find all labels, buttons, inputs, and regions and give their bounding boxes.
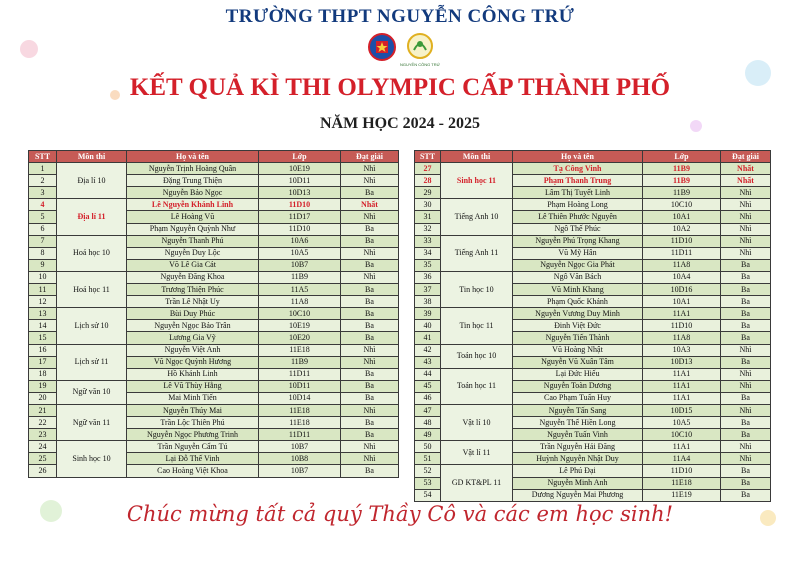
class-cell: 10B7	[259, 259, 341, 271]
subject-cell: Hoá học 11	[57, 271, 127, 307]
student-name-cell: Trương Thiện Phúc	[127, 284, 259, 296]
subject-cell: Tin học 10	[441, 271, 513, 307]
stt-cell: 21	[29, 404, 57, 416]
stt-cell: 48	[415, 417, 441, 429]
class-cell: 11A1	[643, 308, 721, 320]
award-cell: Nhì	[721, 344, 771, 356]
column-header-subject: Môn thi	[57, 151, 127, 163]
student-name-cell: Nguyễn Ngọc Gia Phát	[513, 259, 643, 271]
student-name-cell: Nguyễn Bảo Ngọc	[127, 187, 259, 199]
student-name-cell: Lê Hoàng Vũ	[127, 211, 259, 223]
class-cell: 11A1	[643, 368, 721, 380]
column-header-class: Lớp	[259, 151, 341, 163]
class-cell: 10B7	[259, 465, 341, 477]
award-cell: Ba	[341, 392, 399, 404]
subject-cell: Vật lí 11	[441, 441, 513, 465]
table-row	[415, 441, 771, 453]
student-name-cell: Nguyễn Thanh Phú	[127, 235, 259, 247]
award-cell: Nhì	[721, 187, 771, 199]
class-cell: 11D10	[259, 199, 341, 211]
class-cell: 11A4	[643, 453, 721, 465]
award-cell: Nhì	[341, 344, 399, 356]
student-name-cell: Nguyễn Trịnh Hoàng Quân	[127, 163, 259, 175]
class-cell: 10D16	[643, 284, 721, 296]
stt-cell: 5	[29, 211, 57, 223]
award-cell: Nhì	[721, 380, 771, 392]
stt-cell: 47	[415, 404, 441, 416]
award-cell: Nhất	[721, 163, 771, 175]
class-cell: 11D11	[643, 247, 721, 259]
class-cell: 11D10	[643, 235, 721, 247]
student-name-cell: Nguyễn Vũ Xuân Tâm	[513, 356, 643, 368]
table-row	[29, 199, 399, 211]
subject-cell: GD KT&PL 11	[441, 465, 513, 501]
class-cell: 10D15	[643, 404, 721, 416]
subject-cell: Ngữ văn 10	[57, 380, 127, 404]
class-cell: 10C10	[259, 308, 341, 320]
subject-cell: Tin học 11	[441, 308, 513, 344]
award-cell: Ba	[341, 296, 399, 308]
column-header-class: Lớp	[643, 151, 721, 163]
class-cell: 10D11	[259, 380, 341, 392]
award-cell: Ba	[721, 332, 771, 344]
youth-union-logo-icon	[367, 32, 397, 64]
class-cell: 10A4	[643, 271, 721, 283]
stt-cell: 43	[415, 356, 441, 368]
subject-cell: Địa lí 11	[57, 199, 127, 235]
student-name-cell: Phạm Hoàng Long	[513, 199, 643, 211]
table-row	[29, 235, 399, 247]
award-cell: Ba	[341, 235, 399, 247]
student-name-cell: Vũ Ngọc Quỳnh Hương	[127, 356, 259, 368]
stt-cell: 44	[415, 368, 441, 380]
student-name-cell: Ngô Văn Bách	[513, 271, 643, 283]
student-name-cell: Nguyễn Minh Anh	[513, 477, 643, 489]
student-name-cell: Đặng Trung Thiện	[127, 175, 259, 187]
stt-cell: 20	[29, 392, 57, 404]
page-title: KẾT QUẢ KÌ THI OLYMPIC CẤP THÀNH PHỐ	[129, 74, 671, 101]
column-header-stt: STT	[29, 151, 57, 163]
student-name-cell: Vũ Hoàng Nhật	[513, 344, 643, 356]
class-cell: 11E18	[259, 404, 341, 416]
stt-cell: 54	[415, 489, 441, 501]
subject-cell: Lịch sử 10	[57, 308, 127, 344]
class-cell: 11E19	[643, 489, 721, 501]
stt-cell: 14	[29, 320, 57, 332]
student-name-cell: Bùi Duy Phúc	[127, 308, 259, 320]
results-table-right	[414, 150, 771, 502]
award-cell: Nhì	[721, 223, 771, 235]
award-cell: Ba	[721, 392, 771, 404]
student-name-cell: Lê Phú Đại	[513, 465, 643, 477]
stt-cell: 11	[29, 284, 57, 296]
award-cell: Ba	[721, 417, 771, 429]
table-row	[29, 271, 399, 283]
award-cell: Ba	[341, 417, 399, 429]
student-name-cell: Lê Thiên Phước Nguyên	[513, 211, 643, 223]
stt-cell: 32	[415, 223, 441, 235]
table-row	[415, 404, 771, 416]
award-cell: Ba	[341, 259, 399, 271]
student-name-cell: Nguyễn Ngọc Phương Trinh	[127, 429, 259, 441]
stt-cell: 27	[415, 163, 441, 175]
class-cell: 11B9	[259, 356, 341, 368]
award-cell: Ba	[721, 271, 771, 283]
column-header-award: Đạt giải	[721, 151, 771, 163]
award-cell: Ba	[721, 259, 771, 271]
table-row	[415, 344, 771, 356]
subject-cell: Ngữ văn 11	[57, 404, 127, 440]
table-row	[415, 308, 771, 320]
stt-cell: 8	[29, 247, 57, 259]
class-cell: 11D10	[643, 465, 721, 477]
header	[0, 0, 800, 150]
class-cell: 11B9	[643, 175, 721, 187]
award-cell: Ba	[341, 187, 399, 199]
student-name-cell: Lại Đỗ Thế Vinh	[127, 453, 259, 465]
stt-cell: 45	[415, 380, 441, 392]
student-name-cell: Mai Minh Tiến	[127, 392, 259, 404]
class-cell: 10A1	[643, 211, 721, 223]
stt-cell: 2	[29, 175, 57, 187]
table-row	[415, 271, 771, 283]
award-cell: Ba	[721, 356, 771, 368]
subject-cell: Vật lí 10	[441, 404, 513, 440]
student-name-cell: Cao Hoàng Việt Khoa	[127, 465, 259, 477]
student-name-cell: Ngô Thế Phúc	[513, 223, 643, 235]
award-cell: Ba	[721, 284, 771, 296]
student-name-cell: Phạm Thanh Trung	[513, 175, 643, 187]
table-row	[415, 163, 771, 175]
award-cell: Ba	[341, 332, 399, 344]
stt-cell: 49	[415, 429, 441, 441]
class-cell: 11A8	[259, 296, 341, 308]
student-name-cell: Vũ Mỹ Hân	[513, 247, 643, 259]
award-cell: Ba	[341, 368, 399, 380]
student-name-cell: Nguyễn Duy Lộc	[127, 247, 259, 259]
award-cell: Ba	[721, 296, 771, 308]
award-cell: Nhì	[341, 404, 399, 416]
class-cell: 11D11	[259, 429, 341, 441]
student-name-cell: Nguyễn Tuấn Vinh	[513, 429, 643, 441]
stt-cell: 37	[415, 284, 441, 296]
class-cell: 11A1	[643, 392, 721, 404]
stt-cell: 34	[415, 247, 441, 259]
award-cell: Nhì	[341, 356, 399, 368]
table-row	[415, 199, 771, 211]
award-cell: Ba	[721, 429, 771, 441]
class-cell: 11B9	[643, 163, 721, 175]
class-cell: 11A5	[259, 284, 341, 296]
award-cell: Ba	[341, 320, 399, 332]
student-name-cell: Nguyễn Tiến Thành	[513, 332, 643, 344]
class-cell: 10A1	[643, 296, 721, 308]
stt-cell: 13	[29, 308, 57, 320]
class-cell: 11D10	[259, 223, 341, 235]
stt-cell: 26	[29, 465, 57, 477]
stt-cell: 22	[29, 417, 57, 429]
student-name-cell: Đinh Việt Đức	[513, 320, 643, 332]
table-row	[415, 235, 771, 247]
stt-cell: 23	[29, 429, 57, 441]
subject-cell: Toán học 11	[441, 368, 513, 404]
class-cell: 11B9	[259, 271, 341, 283]
student-name-cell: Vũ Minh Khang	[513, 284, 643, 296]
student-name-cell: Lại Đức Hiếu	[513, 368, 643, 380]
stt-cell: 42	[415, 344, 441, 356]
table-row	[29, 404, 399, 416]
award-cell: Ba	[341, 429, 399, 441]
student-name-cell: Lương Gia Vỹ	[127, 332, 259, 344]
student-name-cell: Nguyễn Việt Anh	[127, 344, 259, 356]
award-cell: Ba	[341, 308, 399, 320]
student-name-cell: Huỳnh Nguyễn Nhật Duy	[513, 453, 643, 465]
stt-cell: 46	[415, 392, 441, 404]
table-row	[29, 344, 399, 356]
student-name-cell: Trần Nguyễn Hải Đăng	[513, 441, 643, 453]
subject-cell: Toán học 10	[441, 344, 513, 368]
student-name-cell: Nguyễn Đăng Khoa	[127, 271, 259, 283]
student-name-cell: Lê Vũ Thùy Hằng	[127, 380, 259, 392]
award-cell: Nhì	[341, 175, 399, 187]
student-name-cell: Cao Phạm Tuấn Huy	[513, 392, 643, 404]
class-cell: 10B7	[259, 441, 341, 453]
class-cell: 10C10	[643, 429, 721, 441]
class-cell: 11D11	[259, 368, 341, 380]
award-cell: Ba	[341, 223, 399, 235]
award-cell: Nhì	[721, 211, 771, 223]
award-cell: Nhì	[721, 368, 771, 380]
column-header-name: Họ và tên	[513, 151, 643, 163]
award-cell: Nhì	[721, 453, 771, 465]
stt-cell: 41	[415, 332, 441, 344]
stt-cell: 19	[29, 380, 57, 392]
award-cell: Nhất	[341, 199, 399, 211]
student-name-cell: Nguyễn Vương Duy Minh	[513, 308, 643, 320]
stt-cell: 9	[29, 259, 57, 271]
stt-cell: 38	[415, 296, 441, 308]
stt-cell: 6	[29, 223, 57, 235]
student-name-cell: Trần Lê Nhật Uy	[127, 296, 259, 308]
student-name-cell: Dương Nguyễn Mai Phương	[513, 489, 643, 501]
stt-cell: 17	[29, 356, 57, 368]
student-name-cell: Nguyễn Thế Hiền Long	[513, 417, 643, 429]
stt-cell: 16	[29, 344, 57, 356]
award-cell: Ba	[341, 465, 399, 477]
stt-cell: 40	[415, 320, 441, 332]
stt-cell: 15	[29, 332, 57, 344]
stt-cell: 31	[415, 211, 441, 223]
student-name-cell: Lâm Thị Tuyết Linh	[513, 187, 643, 199]
class-cell: 10D13	[259, 187, 341, 199]
stt-cell: 28	[415, 175, 441, 187]
subject-cell: Sinh học 10	[57, 441, 127, 477]
column-header-stt: STT	[415, 151, 441, 163]
stt-cell: 24	[29, 441, 57, 453]
award-cell: Nhì	[721, 235, 771, 247]
award-cell: Nhì	[341, 271, 399, 283]
table-row	[29, 308, 399, 320]
class-cell: 10A2	[643, 223, 721, 235]
student-name-cell: Phạm Nguyễn Quỳnh Như	[127, 223, 259, 235]
class-cell: 11B9	[643, 187, 721, 199]
student-name-cell: Nguyễn Toàn Dương	[513, 380, 643, 392]
award-cell: Nhì	[721, 199, 771, 211]
award-cell: Ba	[721, 320, 771, 332]
class-cell: 10E19	[259, 320, 341, 332]
subject-cell: Hoá học 10	[57, 235, 127, 271]
stt-cell: 50	[415, 441, 441, 453]
column-header-award: Đạt giải	[341, 151, 399, 163]
school-year: NĂM HỌC 2024 - 2025	[320, 115, 480, 132]
congratulation-message: Chúc mừng tất cả quý Thầy Cô và các em học sinh!	[126, 502, 674, 526]
class-cell: 11D10	[643, 320, 721, 332]
stt-cell: 33	[415, 235, 441, 247]
column-header-subject: Môn thi	[441, 151, 513, 163]
class-cell: 10D11	[259, 175, 341, 187]
class-cell: 11A1	[643, 380, 721, 392]
table-header-row	[29, 151, 399, 163]
school-name: TRƯỜNG THPT NGUYỄN CÔNG TRỨ	[225, 6, 575, 27]
subject-cell: Sinh học 11	[441, 163, 513, 199]
stt-cell: 53	[415, 477, 441, 489]
column-header-name: Họ và tên	[127, 151, 259, 163]
stt-cell: 18	[29, 368, 57, 380]
class-cell: 10B8	[259, 453, 341, 465]
student-name-cell: Nguyễn Ngọc Bảo Trân	[127, 320, 259, 332]
results-table-left	[28, 150, 399, 478]
table-row	[29, 441, 399, 453]
stt-cell: 25	[29, 453, 57, 465]
award-cell: Ba	[721, 477, 771, 489]
class-cell: 10D14	[259, 392, 341, 404]
class-cell: 11E18	[259, 344, 341, 356]
class-cell: 11D17	[259, 211, 341, 223]
student-name-cell: Nguyễn Thúy Mai	[127, 404, 259, 416]
class-cell: 10E19	[259, 163, 341, 175]
student-name-cell: Trần Nguyễn Cẩm Tú	[127, 441, 259, 453]
stt-cell: 52	[415, 465, 441, 477]
award-cell: Nhì	[341, 211, 399, 223]
stt-cell: 4	[29, 199, 57, 211]
stt-cell: 3	[29, 187, 57, 199]
stt-cell: 30	[415, 199, 441, 211]
table-header-row	[415, 151, 771, 163]
table-row	[415, 465, 771, 477]
stt-cell: 29	[415, 187, 441, 199]
award-cell: Nhì	[721, 404, 771, 416]
class-cell: 11E18	[259, 417, 341, 429]
stt-cell: 7	[29, 235, 57, 247]
subject-cell: Tiếng Anh 10	[441, 199, 513, 235]
student-name-cell: Lê Nguyễn Khánh Linh	[127, 199, 259, 211]
class-cell: 10A3	[643, 344, 721, 356]
award-cell: Nhì	[341, 163, 399, 175]
stt-cell: 36	[415, 271, 441, 283]
student-name-cell: Nguyễn Tấn Sang	[513, 404, 643, 416]
award-cell: Ba	[721, 308, 771, 320]
class-cell: 10E20	[259, 332, 341, 344]
student-name-cell: Nguyễn Phú Trọng Khang	[513, 235, 643, 247]
stt-cell: 10	[29, 271, 57, 283]
class-cell: 10A5	[643, 417, 721, 429]
student-name-cell: Trần Lộc Thiên Phú	[127, 417, 259, 429]
award-cell: Nhì	[721, 247, 771, 259]
table-row	[29, 380, 399, 392]
subject-cell: Tiếng Anh 11	[441, 235, 513, 271]
class-cell: 10A6	[259, 235, 341, 247]
award-cell: Ba	[341, 284, 399, 296]
student-name-cell: Tạ Công Vinh	[513, 163, 643, 175]
class-cell: 10A5	[259, 247, 341, 259]
class-cell: 11A8	[643, 332, 721, 344]
stt-cell: 12	[29, 296, 57, 308]
school-logo-caption: NGUYỄN CÔNG TRỨ	[399, 62, 440, 67]
award-cell: Nhì	[341, 441, 399, 453]
award-cell: Nhì	[341, 453, 399, 465]
award-cell: Nhì	[721, 441, 771, 453]
class-cell: 11A1	[643, 441, 721, 453]
student-name-cell: Hồ Khánh Linh	[127, 368, 259, 380]
stt-cell: 51	[415, 453, 441, 465]
subject-cell: Lịch sử 11	[57, 344, 127, 380]
student-name-cell: Võ Lê Gia Cát	[127, 259, 259, 271]
class-cell: 10D13	[643, 356, 721, 368]
subject-cell: Địa lí 10	[57, 163, 127, 199]
award-cell: Ba	[721, 465, 771, 477]
class-cell: 11A8	[643, 259, 721, 271]
award-cell: Nhì	[341, 247, 399, 259]
stt-cell: 39	[415, 308, 441, 320]
stt-cell: 35	[415, 259, 441, 271]
student-name-cell: Phạm Quốc Khánh	[513, 296, 643, 308]
stt-cell: 1	[29, 163, 57, 175]
award-cell: Ba	[341, 380, 399, 392]
award-cell: Ba	[721, 489, 771, 501]
table-row	[29, 163, 399, 175]
award-cell: Nhất	[721, 175, 771, 187]
class-cell: 11E18	[643, 477, 721, 489]
school-logo-icon	[405, 32, 435, 64]
class-cell: 10C10	[643, 199, 721, 211]
table-row	[415, 368, 771, 380]
